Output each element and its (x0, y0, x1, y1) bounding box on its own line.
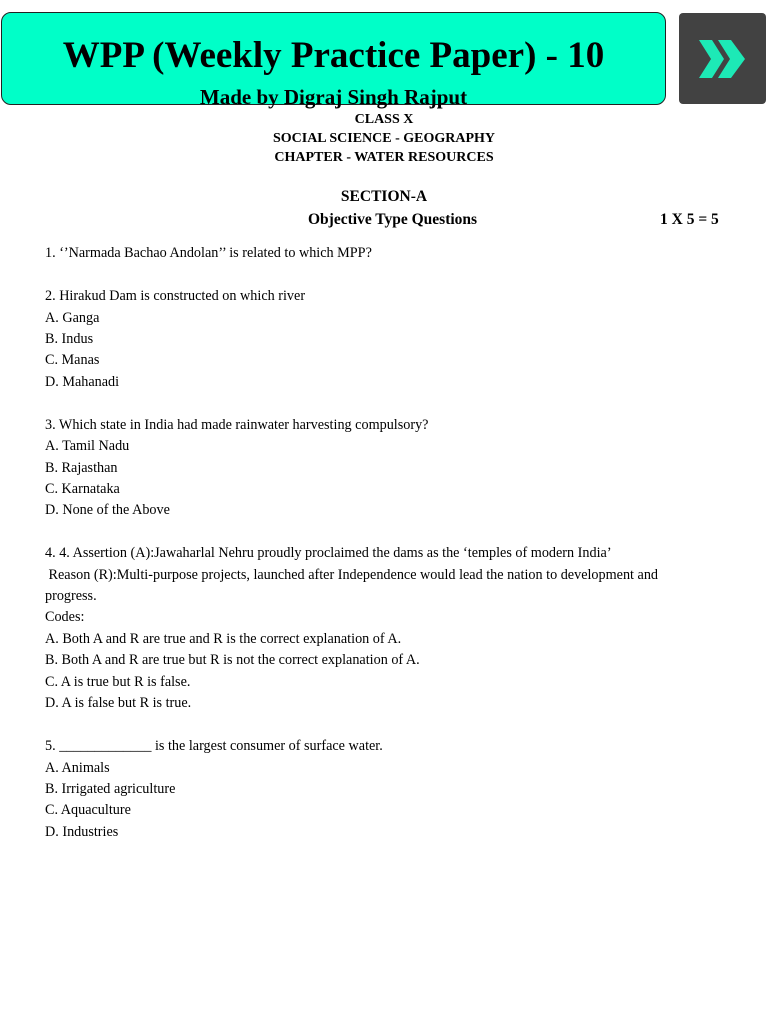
question-5-option-c: C. Aquaculture (45, 802, 131, 818)
question-5-option-d: D. Industries (45, 824, 119, 840)
question-2-option-a: A. Ganga (45, 310, 100, 326)
question-4-option-d: D. A is false but R is true. (45, 695, 192, 711)
question-2-text: 2. Hirakud Dam is constructed on which river (45, 288, 306, 304)
question-4-reason-cont: progress. (45, 588, 97, 604)
title-banner (1, 12, 666, 109)
question-2-option-d: D. Mahanadi (45, 374, 120, 390)
section-title: SECTION-A (340, 188, 428, 205)
section-subtitle: Objective Type Questions (308, 211, 478, 228)
question-4-option-a: A. Both A and R are true and R is the correct explanation of A. (45, 631, 402, 647)
chevron-back-shape (699, 40, 724, 78)
question-4-codes-label: Codes: (45, 609, 85, 625)
question-4-assertion: 4. 4. Assertion (A):Jawaharlal Nehru proudly proclaimed the dams as the ‘temples of modern India’ (45, 545, 612, 561)
question-5-option-b: B. Irrigated agriculture (45, 781, 176, 797)
question-1-text: 1. ‘’Narmada Bachao Andolan’’ is related to which MPP? (45, 245, 372, 261)
class-label: CLASS X (354, 112, 414, 127)
question-4-reason: Reason (R):Multi-purpose projects, launched after Independence would lead the nation to development and (45, 567, 659, 583)
subject-label: SOCIAL SCIENCE - GEOGRAPHY (272, 131, 496, 146)
logo (679, 13, 766, 104)
question-3-option-b: B. Rajasthan (45, 460, 118, 476)
author-credit: Made by Digraj Singh Rajput (199, 85, 468, 109)
question-3-option-a: A. Tamil Nadu (45, 438, 130, 454)
question-2-option-b: B. Indus (45, 331, 94, 347)
question-3-text: 3. Which state in India had made rainwater harvesting compulsory? (45, 417, 429, 433)
paper-title: WPP (Weekly Practice Paper) - 10 (62, 35, 605, 76)
question-5-option-a: A. Animals (45, 760, 110, 776)
chevron-double-right-icon (679, 13, 766, 104)
question-5-text: 5. _____________ is the largest consumer of surface water. (45, 738, 383, 754)
question-2-option-c: C. Manas (45, 352, 100, 368)
question-4-option-c: C. A is true but R is false. (45, 674, 191, 690)
question-4-option-b: B. Both A and R are true but R is not the correct explanation of A. (45, 652, 420, 668)
question-3-option-c: C. Karnataka (45, 481, 120, 497)
chapter-label: CHAPTER - WATER RESOURCES (274, 150, 494, 165)
section-marks: 1 X 5 = 5 (660, 211, 719, 228)
question-3-option-d: D. None of the Above (45, 502, 170, 518)
